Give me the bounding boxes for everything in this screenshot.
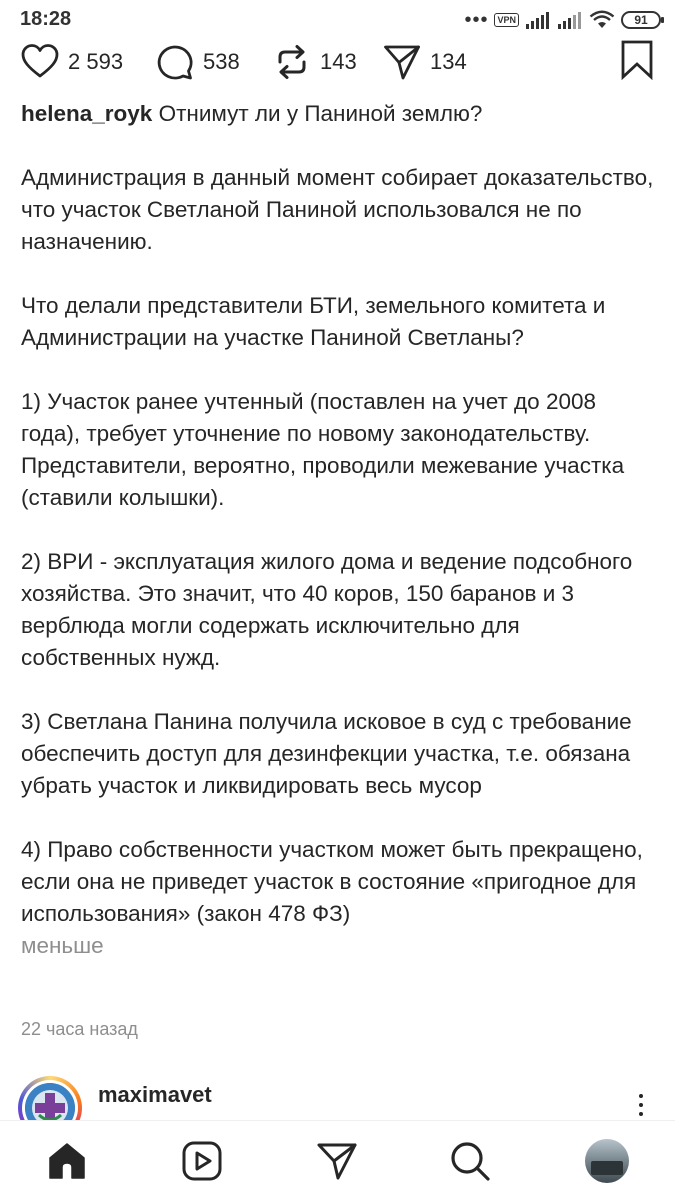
nav-home[interactable] (45, 1139, 89, 1183)
share-count: 134 (430, 49, 467, 74)
nav-reels[interactable] (180, 1139, 224, 1183)
status-icons (464, 8, 661, 32)
nav-search[interactable] (448, 1139, 492, 1183)
send-icon (382, 42, 422, 82)
nav-profile[interactable] (585, 1139, 629, 1183)
search-icon (448, 1139, 492, 1183)
like-button[interactable] (20, 42, 123, 82)
save-button[interactable] (619, 40, 655, 85)
signal-icon (525, 11, 551, 29)
post-actions (0, 40, 675, 86)
wifi-icon (589, 10, 615, 30)
profile-avatar (585, 1139, 629, 1183)
caption-paragraph: Администрация в данный момент собирает доказательство, что участок Светланой Паниной использовался не по назначению. (21, 165, 654, 254)
reels-icon (180, 1139, 224, 1183)
caption-paragraph: 1) Участок ранее учтенный (поставлен на учет до 2008 года), требует уточнение по новому законодательству. Представители, вероятно, проводили межевание участка (ставили колышки). (21, 389, 625, 510)
caption-paragraph: 2) ВРИ - эксплуатация жилого дома и ведение подсобного хозяйства. Это значит, что 40 коров, 150 баранов и 3 верблюда могли содержать исключительно для собственных нужд. (21, 549, 633, 670)
battery-level: 91 (634, 13, 648, 27)
comment-icon (155, 42, 195, 82)
signal-icon (557, 11, 583, 29)
comment-count: 538 (203, 49, 240, 74)
caption-paragraph: 3) Светлана Панина получила исковое в суд с требование обеспечить доступ для дезинфекции участка, т.е. обязана убрать участок и ликвидировать весь мусор (21, 709, 632, 798)
repost-icon (272, 42, 312, 82)
repost-button[interactable] (272, 42, 357, 82)
caption-username[interactable]: helena_royk (21, 101, 153, 126)
more-options-icon[interactable] (637, 1094, 645, 1116)
next-post-header (0, 1070, 675, 1120)
post-caption (21, 98, 655, 962)
caption-paragraph: 4) Право собственности участком может быть прекращено, если она не приведет участок в состояние «пригодное для использования» (закон 478 ФЗ) (21, 837, 643, 926)
bookmark-icon (619, 40, 655, 80)
nav-direct[interactable] (315, 1139, 359, 1183)
battery-icon (621, 11, 661, 29)
status-time: 18:28 (20, 8, 72, 30)
comment-button[interactable] (155, 42, 240, 82)
like-count: 2 593 (68, 49, 124, 74)
bottom-nav (0, 1120, 675, 1201)
heart-icon (20, 42, 60, 82)
status-bar (0, 0, 675, 40)
next-post-username[interactable]: maximavet (98, 1082, 212, 1107)
post-timestamp: 22 часа назад (21, 1019, 138, 1039)
caption-paragraph: Что делали представители БТИ, земельного комитета и Администрации на участке Паниной Светланы? (21, 293, 606, 350)
share-button[interactable] (382, 42, 467, 82)
caption-title: Отнимут ли у Паниной землю? (158, 101, 483, 126)
notification-dots: ••• (464, 9, 489, 31)
home-icon (45, 1139, 89, 1183)
vpn-badge: VPN (494, 13, 519, 27)
less-link[interactable]: меньше (21, 933, 104, 958)
direct-icon (315, 1139, 359, 1183)
repost-count: 143 (320, 49, 357, 74)
